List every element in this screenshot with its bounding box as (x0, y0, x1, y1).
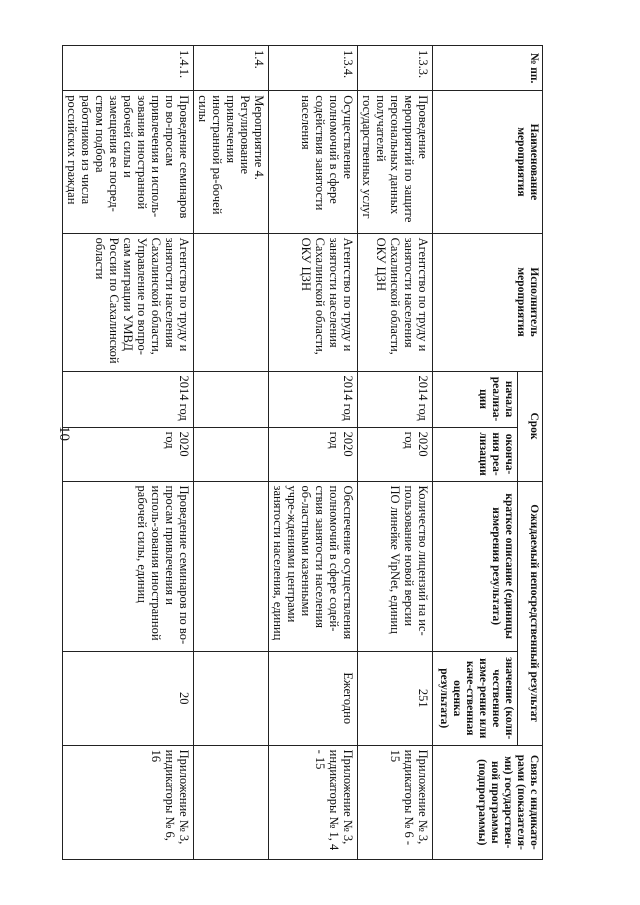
header-executor: Исполнитель мероприятия (433, 233, 543, 371)
activities-table (62, 45, 543, 860)
row-start: 2014 год (358, 371, 433, 427)
header-no: № пп. (433, 46, 543, 91)
row-link: Приложение № 3, индикаторы № 1, 4 - 15 (269, 745, 358, 859)
row-executor (194, 233, 269, 371)
header-link: Связь с индикато-рами (показателя-ми) государствен-ной программы (подпрограммы) (433, 745, 543, 859)
table-row (194, 46, 269, 860)
rotated-table-container (65, 45, 543, 860)
row-value: Ежегодно (269, 651, 358, 745)
row-link: Приложение № 3, индикаторы № 6 - 15 (358, 745, 433, 859)
header-result: Ожидаемый непосредственный результат (518, 481, 543, 745)
row-start (194, 371, 269, 427)
row-link (194, 745, 269, 859)
table-row (358, 46, 433, 860)
row-value: 251 (358, 651, 433, 745)
header-row-1 (518, 46, 543, 860)
row-link: Приложение № 3, индикаторы № 6, 16 (63, 745, 194, 859)
header-name: Наименование мероприятия (433, 91, 543, 233)
header-start: начала реализа-ции (433, 371, 518, 427)
row-executor: Агентство по труду и занятости населения Сахалинской области, ОКУ ЦЗН (269, 233, 358, 371)
row-end (194, 427, 269, 481)
row-desc: Обеспечение осуществления полномочий в сфере содей-ствия занятости населения об-ластными казенными учре-ждениями центрами занятости населения, единиц (269, 481, 358, 651)
row-value: 20 (63, 651, 194, 745)
row-end: 2020 год (269, 427, 358, 481)
header-term: Срок (518, 371, 543, 481)
row-start: 2014 год (269, 371, 358, 427)
row-no: 1.3.3. (358, 46, 433, 91)
header-end: оконча-ния реа-лизации (433, 427, 518, 481)
row-start: 2014 год (63, 371, 194, 427)
row-desc (194, 481, 269, 651)
row-name: Проведение мероприятий по защите персональных данных получателей государственных услуг (358, 91, 433, 233)
table-row (63, 46, 194, 860)
page-number: 10 (56, 426, 72, 441)
row-name: Осуществление полномочий в сфере содействия занятости населения (269, 91, 358, 233)
row-end: 2020 год (358, 427, 433, 481)
header-value: значение (коли-чественное изме-рение или каче-ственная оценка результата) (433, 651, 518, 745)
row-no: 1.4.1. (63, 46, 194, 91)
table-row (269, 46, 358, 860)
row-name: Мероприятие 4. Регулирование привлечения иностранной ра-бочей силы (194, 91, 269, 233)
row-executor: Агентство по труду и занятости населения Сахалинской области, Управление по вопро-сам миграции УМВД России по Сахалинской области (63, 233, 194, 371)
row-value (194, 651, 269, 745)
row-name: Проведение семинаров по во-просам привлечения и исполь-зования иностранной рабочей силы и замещения ее посред-ством подбора работников из числа российских граждан (63, 91, 194, 233)
row-no: 1.4. (194, 46, 269, 91)
row-executor: Агентство по труду и занятости населения Сахалинской области, ОКУ ЦЗН (358, 233, 433, 371)
row-desc: Количество лицензий на ис-пользование новой версии ПО линейке VipNet, единиц (358, 481, 433, 651)
row-no: 1.3.4. (269, 46, 358, 91)
row-desc: Проведение семинаров по во-просам привлечения и исполь-зования иностранной рабочей силы, единиц (63, 481, 194, 651)
header-desc: краткое описание (единицы измерения результата) (433, 481, 518, 651)
row-end: 2020 год (63, 427, 194, 481)
